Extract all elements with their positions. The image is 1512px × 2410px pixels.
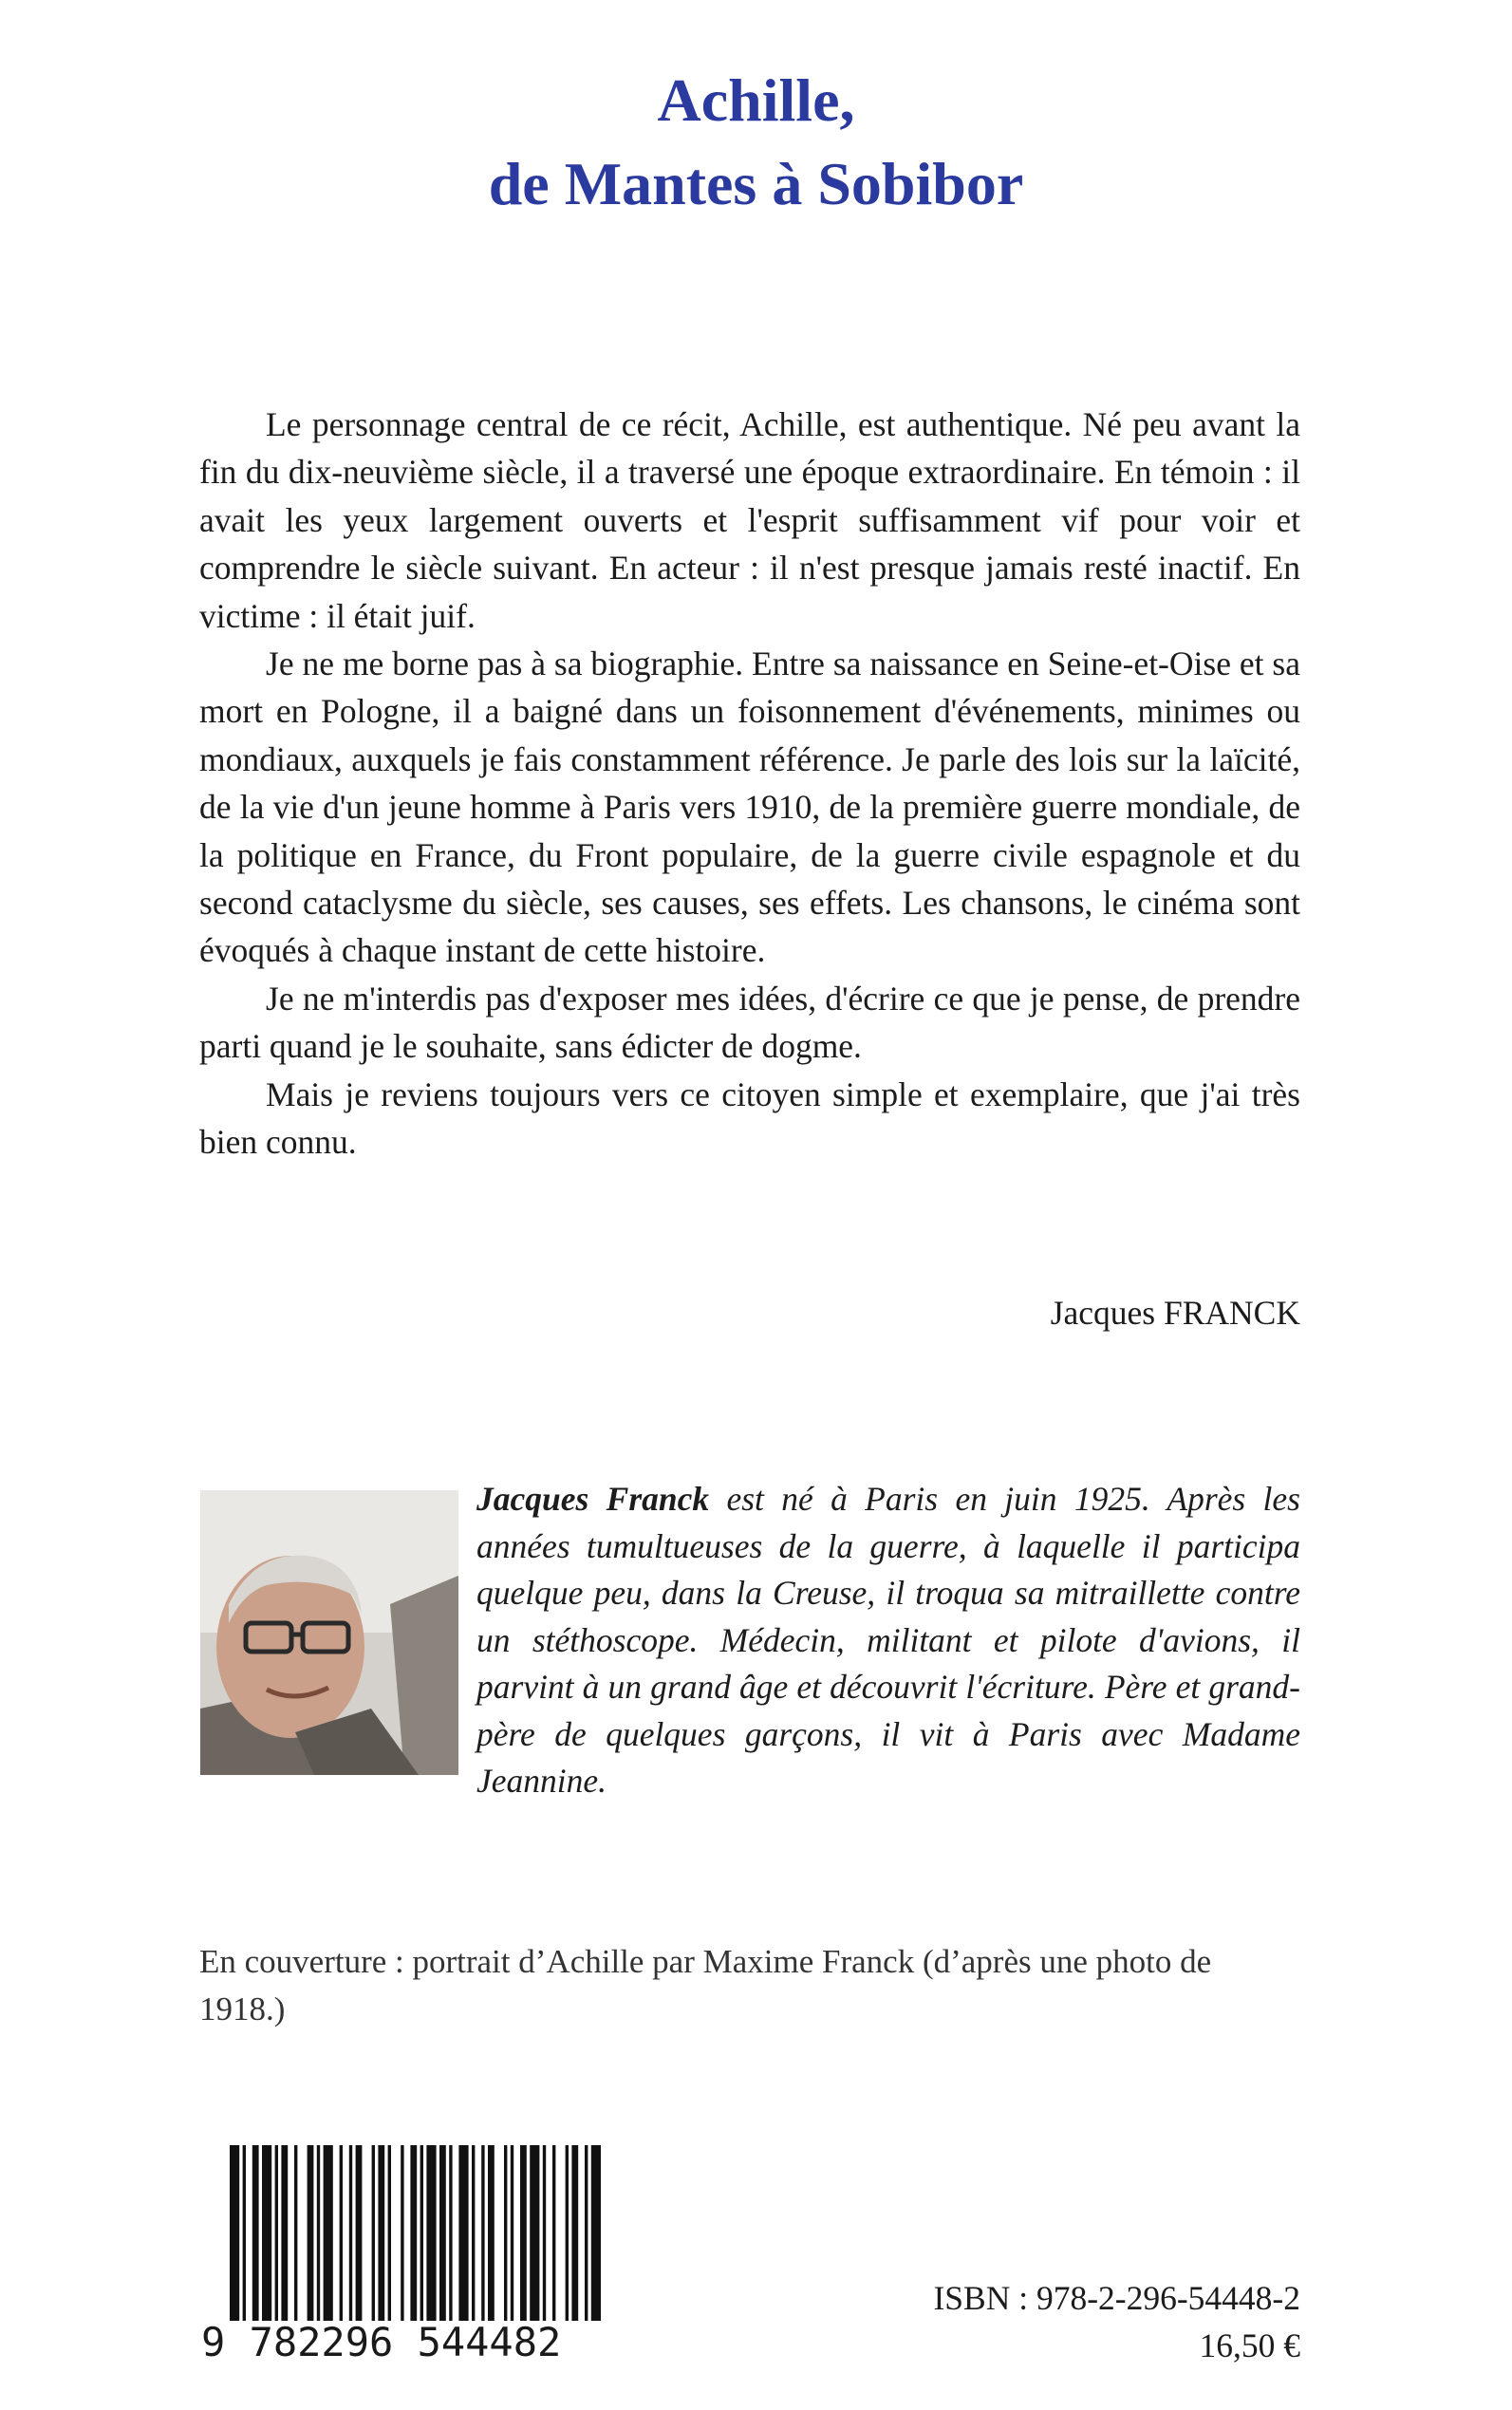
title-line-2: de Mantes à Sobibor [488, 150, 1024, 217]
author-photo [200, 1490, 458, 1775]
author-bio [476, 1476, 1300, 1805]
author-portrait-icon [200, 1490, 458, 1775]
paragraph-1: Le personnage central de ce récit, Achille, est authentique. Né peu avant la fin du dix-neuvième siècle, il a traversé une époque extraordinaire. En témoin : il avait les yeux largement ouverts et l'esprit suffisamment vif pour voir et comprendre le siècle suivant. En acteur : il n'est presque jamais resté inactif. En victime : il était juif. [199, 405, 1300, 635]
bio-text: est né à Paris en juin 1925. Après les années tumultueuses de la guerre, à laquelle il participa quelque peu, dans la Creuse, il troqua sa mitraillette contre un stéthoscope. Médecin, militant et pilote d'avions, il parvint à un grand âge et découvrit l'écriture. Père et grand-père de quelques garçons, il vit à Paris avec Madame Jeannine. [476, 1480, 1300, 1800]
cover-credit: En couverture : portrait d’Achille par Maxime Franck (d’après une photo de 1918.) [199, 1943, 1212, 2027]
title-line-1: Achille, [657, 66, 855, 134]
barcode-icon [201, 2145, 609, 2326]
price: 16,50 € [1199, 2326, 1300, 2364]
barcode-digits: 9 782296 544482 [201, 2319, 562, 2365]
paragraph-3: Je ne m'interdis pas d'exposer mes idées, d'écrire ce que je pense, de prendre parti quand je le souhaite, sans édicter de dogme. [199, 979, 1300, 1066]
isbn: ISBN : 978-2-296-54448-2 [933, 2279, 1300, 2317]
paragraph-4: Mais je reviens toujours vers ce citoyen simple et exemplaire, que j'ai très bien connu. [199, 1074, 1300, 1162]
author-signature: Jacques FRANCK [1050, 1294, 1300, 1332]
book-title [0, 59, 1512, 226]
paragraph-2: Je ne me borne pas à sa biographie. Entre sa naissance en Seine-et-Oise et sa mort en Pologne, il a baigné dans un foisonnement d'événements, minimes ou mondiaux, auxquels je fais constamment référence. Je parle des lois sur la laïcité, de la vie d'un jeune homme à Paris vers 1910, de la première guerre mondiale, de la politique en France, du Front populaire, de la guerre civile espagnole et du second cataclysme du siècle, ses causes, ses effets. Les chansons, le cinéma sont évoqués à chaque instant de cette histoire. [199, 645, 1300, 970]
back-cover-text [199, 401, 1300, 1167]
bio-author-name: Jacques Franck [476, 1480, 710, 1518]
